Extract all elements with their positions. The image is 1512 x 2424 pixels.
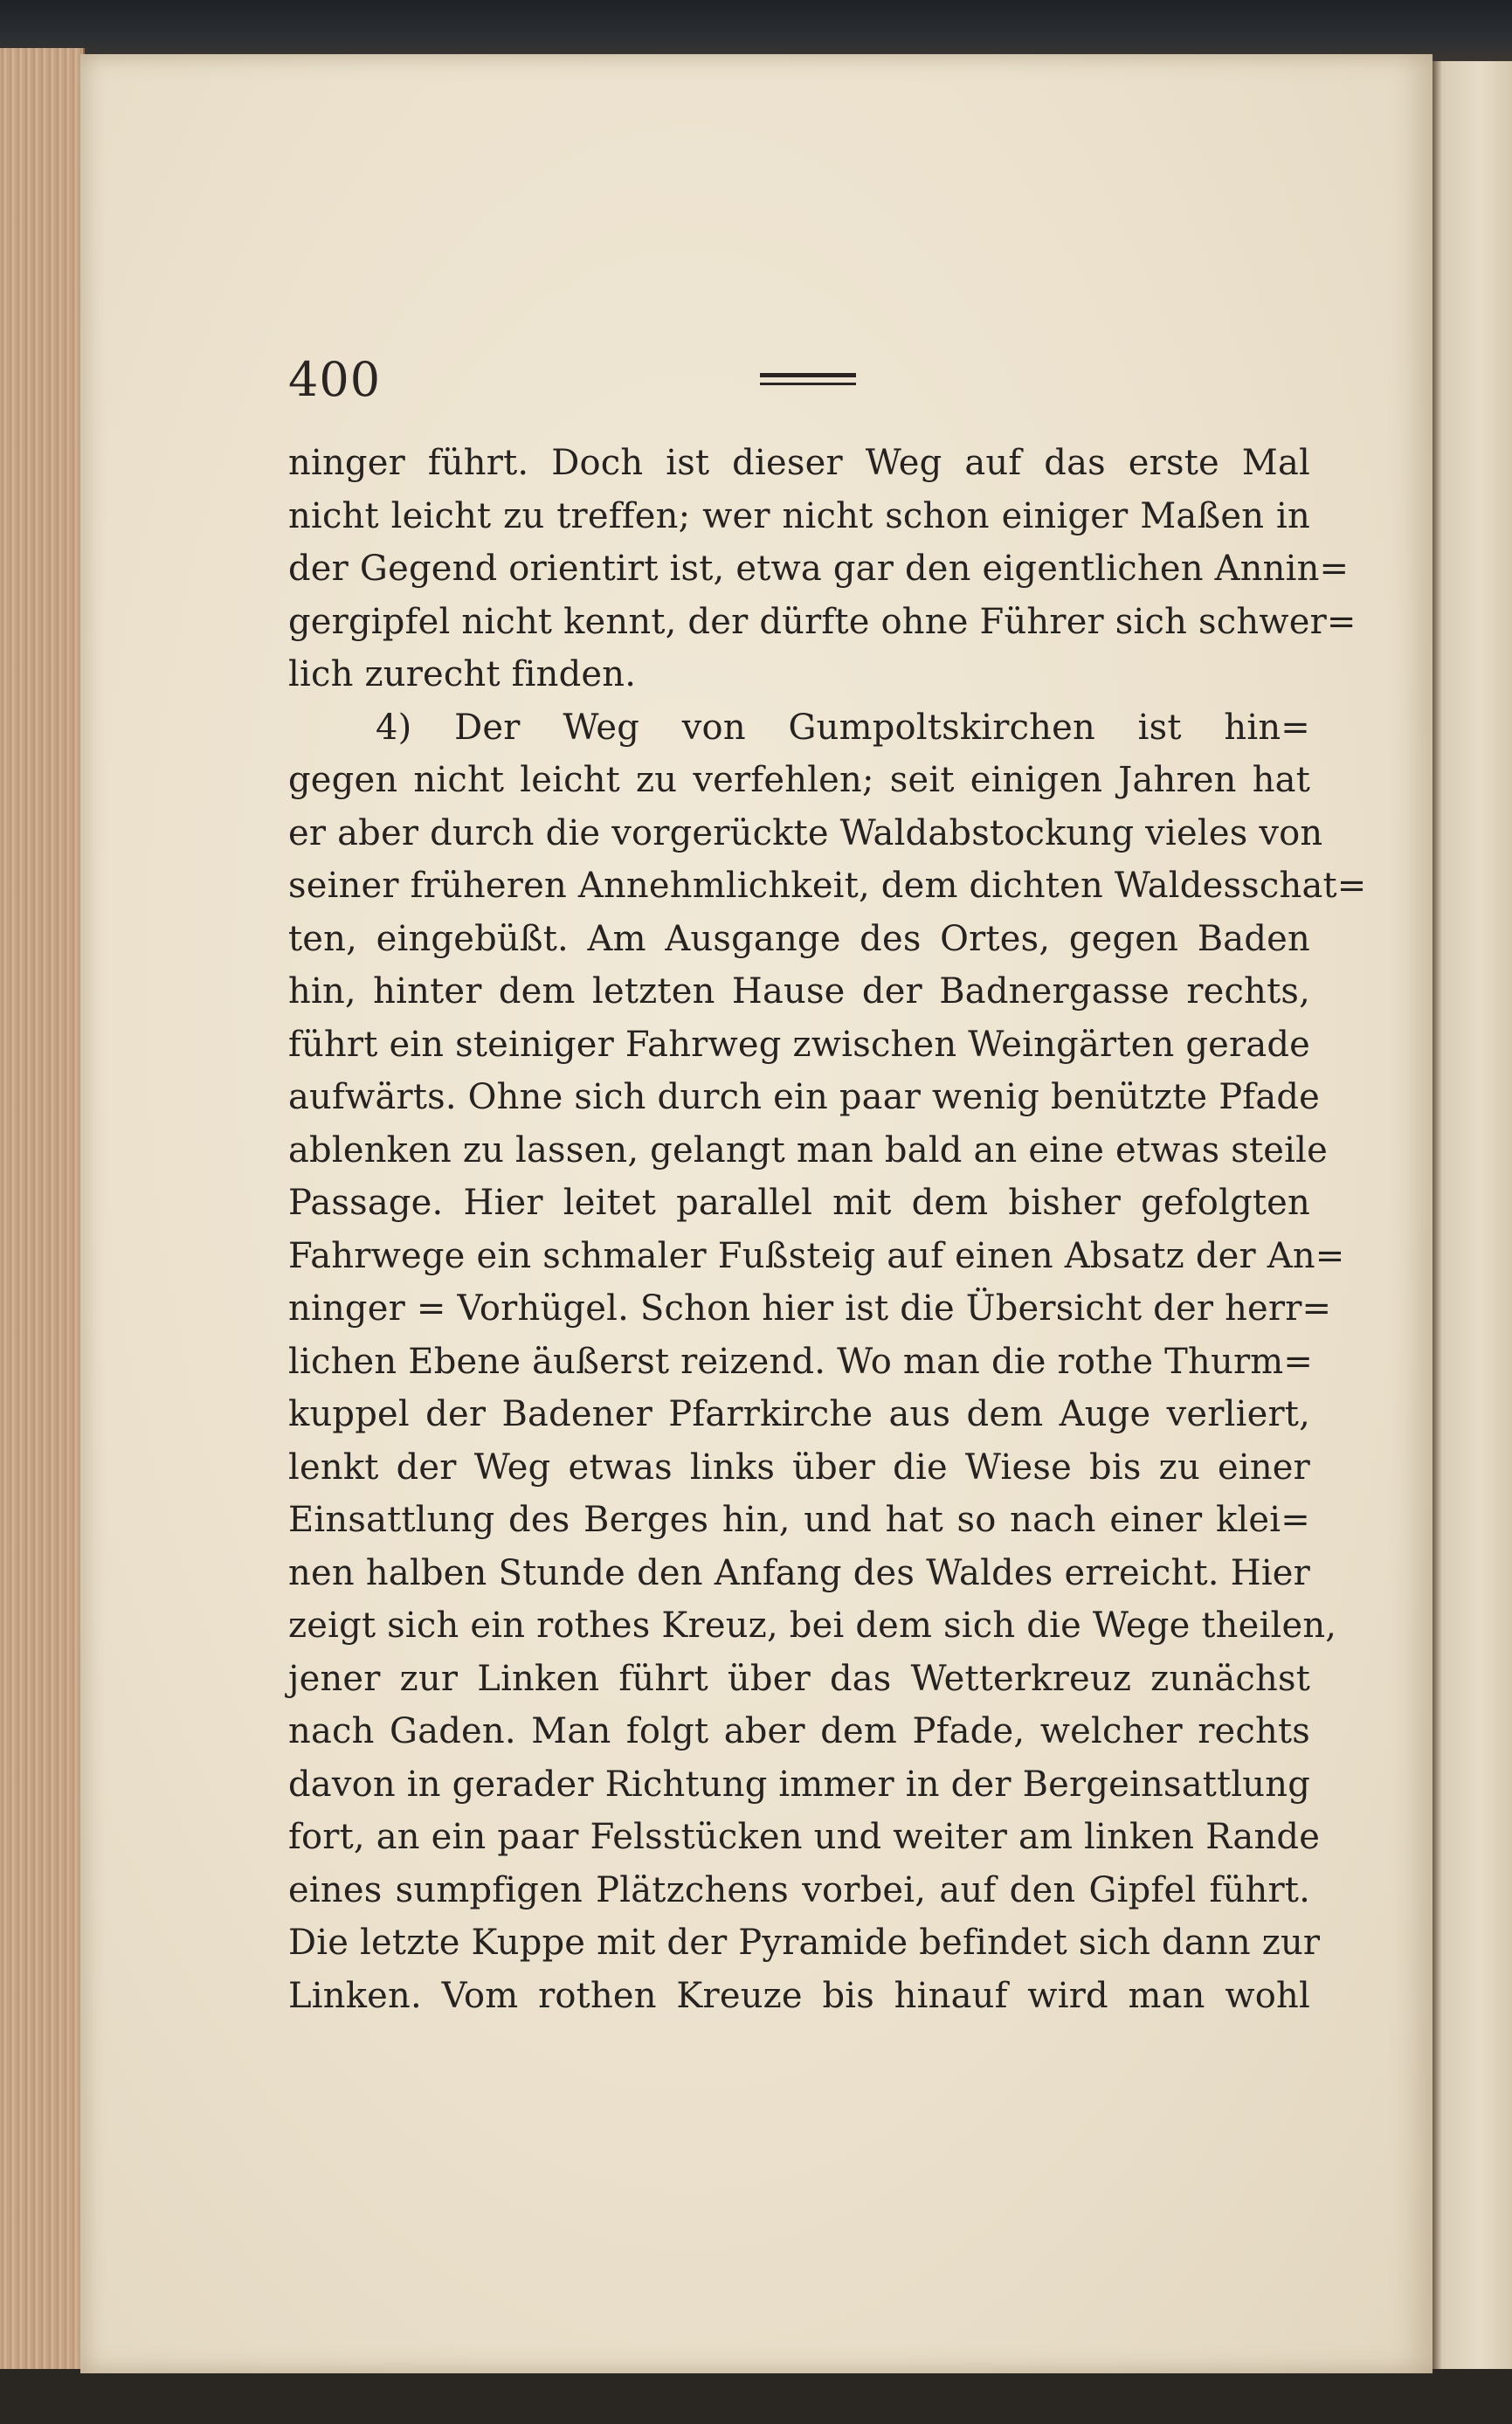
- text-line: fort, an ein paar Felsstücken und weiter am linken Rande: [288, 1817, 1321, 1857]
- page-header: [288, 349, 1310, 411]
- text-line: ninger = Vorhügel. Schon hier ist die Übersicht der herr=: [288, 1288, 1332, 1329]
- page-number: 400: [288, 352, 382, 407]
- text-line: nicht leicht zu treffen; wer nicht schon einiger Maßen in: [288, 495, 1310, 536]
- text-line: er aber durch die vorgerückte Waldabstockung vieles von: [288, 812, 1323, 853]
- text-line: ablenken zu lassen, gelangt man bald an eine etwas steile: [288, 1129, 1329, 1171]
- text-line: führt ein steiniger Fahrweg zwischen Weingärten gerade: [288, 1024, 1311, 1065]
- text-line: nen halben Stunde den Anfang des Waldes erreicht. Hier: [288, 1552, 1310, 1593]
- text-line: lichen Ebene äußerst reizend. Wo man die rothe Thurm=: [288, 1341, 1314, 1382]
- text-line: aufwärts. Ohne sich durch ein paar wenig benützte Pfade: [288, 1077, 1321, 1117]
- text-line: ninger führt. Doch ist dieser Weg auf das erste Mal: [288, 443, 1310, 483]
- text-line: ten, eingebüßt. Am Ausgange des Ortes, gegen Baden: [288, 918, 1310, 959]
- text-line: eines sumpfigen Plätzchens vorbei, auf den Gipfel führt.: [288, 1869, 1310, 1910]
- text-line: lich zurecht finden.: [288, 654, 637, 694]
- facing-page-edge: [1433, 61, 1512, 2372]
- text-line: der Gegend orientirt ist, etwa gar den eigentlichen Annin=: [288, 549, 1350, 589]
- text-line: Einsattlung des Berges hin, und hat so nach einer klei=: [288, 1500, 1310, 1540]
- text-line: 4) Der Weg von Gumpoltskirchen ist hin=: [376, 707, 1310, 748]
- header-rule-ornament: [760, 373, 856, 385]
- text-line: Linken. Vom rothen Kreuze bis hinauf wird man wohl: [288, 1975, 1310, 2016]
- text-line: hin, hinter dem letzten Hause der Badnergasse rechts,: [288, 971, 1310, 1012]
- text-line: Die letzte Kuppe mit der Pyramide befindet sich dann zur: [288, 1923, 1321, 1963]
- text-line: Fahrwege ein schmaler Fußsteig auf einen Absatz der An=: [288, 1235, 1345, 1276]
- text-line: seiner früheren Annehmlichkeit, dem dichten Waldesschat=: [288, 866, 1367, 906]
- text-line: gergipfel nicht kennt, der dürfte ohne Führer sich schwer=: [288, 601, 1357, 642]
- text-line: jener zur Linken führt über das Wetterkreuz zunächst: [288, 1658, 1310, 1699]
- text-line: nach Gaden. Man folgt aber dem Pfade, welcher rechts: [288, 1711, 1310, 1751]
- scan-background-top: [0, 0, 1512, 61]
- body-text: [288, 437, 1367, 2022]
- text-line: kuppel der Badener Pfarrkirche aus dem Auge verliert,: [288, 1394, 1310, 1434]
- book-page-edges: [0, 48, 85, 2372]
- scan-background-bottom: [0, 2369, 1512, 2424]
- text-line: Passage. Hier leitet parallel mit dem bisher gefolgten: [288, 1183, 1310, 1223]
- text-line: zeigt sich ein rothes Kreuz, bei dem sich die Wege theilen,: [288, 1606, 1337, 1646]
- text-line: lenkt der Weg etwas links über die Wiese bis zu einer: [288, 1447, 1310, 1488]
- text-line: gegen nicht leicht zu verfehlen; seit einigen Jahren hat: [288, 760, 1310, 800]
- text-line: davon in gerader Richtung immer in der Bergeinsattlung: [288, 1764, 1311, 1805]
